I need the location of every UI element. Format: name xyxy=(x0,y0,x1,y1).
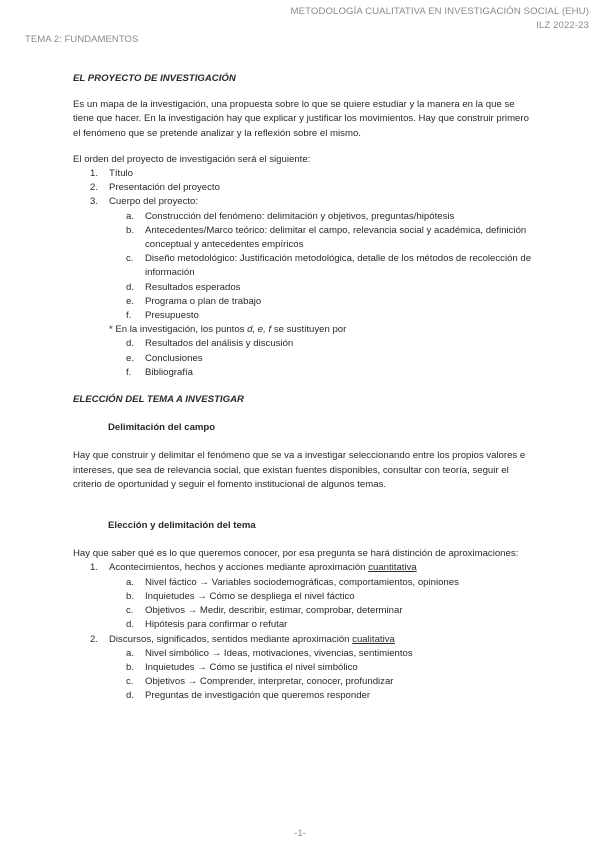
document-header xyxy=(291,5,590,33)
list-item: a. Nivel fáctico → Variables sociodemográficas, comportamientos, opiniones xyxy=(126,576,459,588)
list-item: c. Objetivos → Comprender, interpretar, conocer, profundizar xyxy=(126,676,394,688)
list-item: 1. Título xyxy=(90,168,133,180)
qualitative-keyword: cualitativa xyxy=(352,633,395,645)
list-item: f. Bibliografía xyxy=(126,366,193,378)
list-item: d. Resultados del análisis y discusión xyxy=(126,338,294,350)
topic-paragraph: Hay que saber qué es lo que queremos conocer, por esa pregunta se hará distinción de aproximaciones: xyxy=(73,548,519,560)
list-item: 2. Discursos, significados, sentidos mediante aproximación cualitativa xyxy=(90,633,395,645)
section-title-project: EL PROYECTO DE INVESTIGACIÓN xyxy=(73,73,236,84)
list-item: f. Presupuesto xyxy=(126,310,199,322)
replacement-list xyxy=(73,337,533,380)
subsection-title-topic: Elección y delimitación del tema xyxy=(108,520,256,532)
section-title-topic: ELECCIÓN DEL TEMA A INVESTIGAR xyxy=(73,394,244,406)
list-item: c. Objetivos → Medir, describir, estimar, comprobar, determinar xyxy=(126,605,403,617)
project-intro-paragraph: Es un mapa de la investigación, una propuesta sobre lo que se quiere estudiar y la manera en la que se tiene que hacer. En la investigación hay que explicar y justificar los movimientos. Hay que construir primero el fenómeno que se pretende analizar y la reflexión sobre el mismo. xyxy=(73,99,529,139)
quantitative-keyword: cuantitativa xyxy=(368,562,417,574)
list-item: d. Hipótesis para confirmar o refutar xyxy=(126,619,288,631)
page-number: -1- xyxy=(294,828,306,839)
academic-term: ILZ 2022-23 xyxy=(536,20,589,31)
document-body xyxy=(73,72,533,704)
subsection-title-field: Delimitación del campo xyxy=(108,422,216,434)
list-item: a. Nivel simbólico → Ideas, motivaciones, vivencias, sentimientos xyxy=(126,647,413,659)
list-item: d. Preguntas de investigación que queremos responder xyxy=(126,690,371,702)
field-paragraph: Hay que construir y delimitar el fenómeno que se va a investigar seleccionando entre los propios valores e intereses, que sea de relevancia social, que existan fuentes disponibles, consultar con teoría, seguir el criterio de oportunidad y seguir el fomento institucional de algunos temas. xyxy=(73,450,526,490)
list-item: e. Conclusiones xyxy=(126,352,203,364)
list-item: a. Construcción del fenómeno: delimitación y objetivos, preguntas/hipótesis xyxy=(126,210,455,222)
list-item: b. Inquietudes → Cómo se justifica el nivel simbólico xyxy=(126,661,358,673)
list-item: 2. Presentación del proyecto xyxy=(90,182,220,194)
list-item: e. Programa o plan de trabajo xyxy=(126,295,262,307)
list-item: 3. Cuerpo del proyecto: xyxy=(90,196,199,208)
list-item: c. Diseño metodológico: Justificación metodológica, detalle de los métodos de recolección de información xyxy=(126,253,532,279)
topic-label: TEMA 2: FUNDAMENTOS xyxy=(25,34,139,45)
project-order-list xyxy=(73,167,533,323)
list-item: 1. Acontecimientos, hechos y acciones mediante aproximación cuantitativa xyxy=(90,562,417,574)
list-item: d. Resultados esperados xyxy=(126,281,241,293)
approaches-list xyxy=(73,561,533,703)
replacement-note: * En la investigación, los puntos d, e, f se sustituyen por xyxy=(109,324,347,336)
list-item: b. Antecedentes/Marco teórico: delimitar el campo, relevancia social y académica, definición conceptual y antecedentes empíricos xyxy=(126,224,527,251)
list-item: b. Inquietudes → Cómo se despliega el nivel fáctico xyxy=(126,590,355,602)
order-intro: El orden del proyecto de investigación será el siguiente: xyxy=(73,153,311,165)
course-title: METODOLOGÍA CUALITATIVA EN INVESTIGACIÓN SOCIAL (EHU) xyxy=(290,6,589,17)
